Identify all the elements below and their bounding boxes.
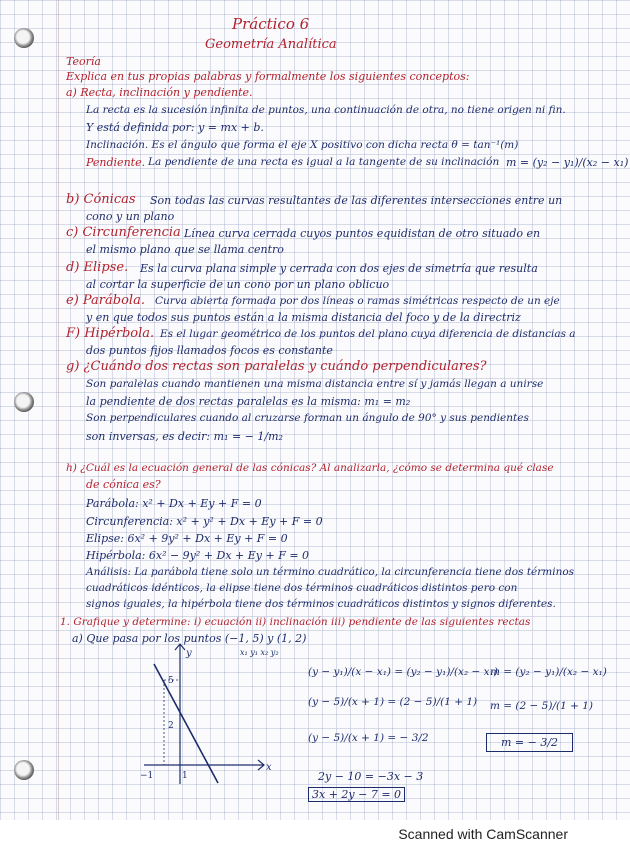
eq-elipse: Elipse: 6x² + 9y² + Dx + Ey + F = 0: [86, 532, 288, 545]
tick-label-2: 2: [168, 721, 174, 731]
eq-parabola: Parábola: x² + Dx + Ey + F = 0: [86, 497, 262, 510]
margin-line: [58, 0, 59, 820]
exercise-heading: 1. Grafique y determine: i) ecuación ii) inclinación iii) pendiente de las siguientes rectas: [60, 616, 531, 628]
item-d-line1: Es la curva plana simple y cerrada con dos ejes de simetría que resulta: [140, 262, 538, 275]
work-eq2: (y − 5)/(x + 1) = (2 − 5)/(1 + 1): [308, 696, 478, 708]
slope-m1: m = (y₂ − y₁)/(x₂ − x₁): [490, 666, 607, 678]
item-a-line1: La recta es la sucesión infinita de puntos, una continuación de otra, no tiene origen ni fin.: [86, 104, 566, 116]
page-subtitle: Geometría Analítica: [205, 37, 337, 52]
item-g-line2: la pendiente de dos rectas paralelas es la misma: m₁ = m₂: [86, 395, 411, 408]
work-eq5-box: [308, 788, 405, 801]
item-a-line4: La pendiente de una recta es igual a la tangente de su inclinación: [148, 156, 500, 168]
item-g-heading: g) ¿Cuándo dos rectas son paralelas y cuándo perpendiculares?: [66, 359, 487, 374]
line-graph: [140, 640, 280, 790]
binder-hole-bottom: [14, 760, 34, 780]
item-e-line2: y en que todos sus puntos están a la misma distancia del foco y de la directriz: [86, 311, 521, 324]
item-c-line2: el mismo plano que se llama centro: [86, 243, 284, 256]
eq-circunferencia: Circunferencia: x² + y² + Dx + Ey + F = 0: [86, 515, 323, 528]
work-eq5: 3x + 2y − 7 = 0: [308, 787, 405, 802]
item-g-line1: Son paralelas cuando mantienen una misma distancia entre sí y jamás llegan a unirse: [86, 378, 544, 390]
analysis-line1: Análisis: La parábola tiene solo un término cuadrático, la circunferencia tiene dos términos: [86, 566, 575, 578]
item-a-line3: Inclinación. Es el ángulo que forma el eje X positivo con dicha recta θ = tan⁻¹(m): [86, 139, 519, 151]
item-f-line2: dos puntos fijos llamados focos es constante: [86, 344, 333, 357]
eq-hiperbola: Hipérbola: 6x² − 9y² + Dx + Ey + F = 0: [86, 549, 310, 562]
binder-hole-middle: [14, 392, 34, 412]
tick-label-5: 5: [168, 676, 174, 686]
item-h-heading: h) ¿Cuál es la ecuación general de las cónicas? Al analizarla, ¿cómo se determina qué clase: [66, 462, 554, 474]
analysis-line2: cuadráticos idénticos, la elipse tiene dos términos cuadráticos distintos pero con: [86, 582, 518, 594]
item-b-line1: Son todas las curvas resultantes de las diferentes intersecciones entre un: [150, 194, 563, 207]
item-g-line3: Son perpendiculares cuando al cruzarse forman un ángulo de 90° y sus pendientes: [86, 412, 529, 424]
item-b-label: b) Cónicas: [66, 192, 136, 207]
scan-footer: [0, 820, 630, 848]
instruction: Explica en tus propias palabras y formalmente los siguientes conceptos:: [66, 70, 470, 83]
slope-m3-box: [486, 736, 573, 749]
analysis-line3: signos iguales, la hipérbola tiene dos términos cuadráticos distintos y signos diferentes.: [86, 598, 556, 610]
binder-hole-top: [14, 28, 34, 48]
item-d-label: d) Elipse.: [66, 260, 129, 275]
slope-m2: m = (2 − 5)/(1 + 1): [490, 700, 594, 712]
x-axis-label: x: [266, 762, 272, 773]
item-f-label: F) Hipérbola.: [66, 326, 155, 341]
y-axis-label: y: [186, 648, 192, 659]
section-label: Teoría: [66, 55, 101, 68]
item-e-line1: Curva abierta formada por dos líneas o ramas simétricas respecto de un eje: [155, 295, 560, 307]
item-a-line2: Y está definida por: y = mx + b.: [86, 121, 264, 134]
scan-watermark: Scanned with CamScanner: [398, 826, 568, 842]
slope-formula: m = (y₂ − y₁)/(x₂ − x₁): [506, 156, 629, 169]
item-b-line2: cono y un plano: [86, 210, 175, 223]
item-g-line4: son inversas, es decir: m₁ = − 1/m₂: [86, 430, 283, 443]
point-labels: x₁ y₁ x₂ y₂: [240, 648, 279, 657]
tick-label-neg1: −1: [140, 771, 154, 781]
item-c-label: c) Circunferencia: [66, 225, 181, 240]
item-c-line1: Línea curva cerrada cuyos puntos equidistan de otro situado en: [184, 227, 541, 240]
item-a-heading: a) Recta, inclinación y pendiente.: [66, 86, 253, 99]
work-eq3: (y − 5)/(x + 1) = − 3/2: [308, 732, 429, 744]
work-eq1: (y − y₁)/(x − x₁) = (y₂ − y₁)/(x₂ − x₁): [308, 666, 498, 678]
slope-m3: m = − 3/2: [486, 733, 573, 752]
item-f-line1: Es el lugar geométrico de los puntos del plano cuya diferencia de distancias a: [160, 328, 576, 340]
page-title: Práctico 6: [232, 15, 310, 33]
work-eq4: 2y − 10 = −3x − 3: [318, 770, 424, 783]
item-a-label-pendiente: Pendiente.: [86, 156, 146, 169]
item-e-label: e) Parábola.: [66, 293, 145, 308]
tick-label-1: 1: [182, 771, 188, 781]
item-h-line1: de cónica es?: [86, 478, 161, 491]
item-d-line2: al cortar la superficie de un cono por un plano oblicuo: [86, 278, 390, 291]
exercise-a: a) Que pasa por los puntos (−1, 5) y (1, 2): [72, 632, 307, 645]
